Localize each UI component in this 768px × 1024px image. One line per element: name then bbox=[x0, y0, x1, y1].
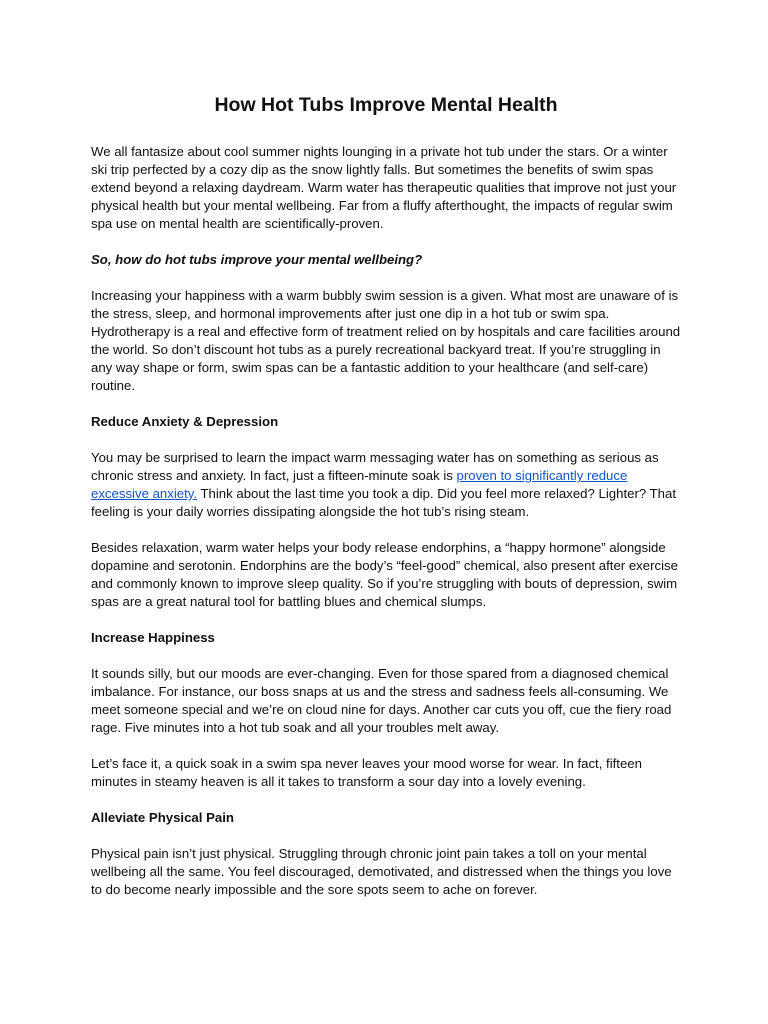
anxiety-paragraph-2: Besides relaxation, warm water helps your body release endorphins, a “happy hormone” alongside dopamine and serotonin. Endorphins are the body’s “feel-good” chemical, also present after exercise and commonly known to improve sleep quality. So if you’re struggling with bouts of depression, swim spas are a great natural tool for battling blues and chemical slumps. bbox=[91, 540, 678, 609]
document-page bbox=[91, 92, 681, 899]
anxiety-p1-text-before: You may be surprised to learn the impact warm messaging water has on something as serious as chronic stress and anxiety. In fact, just a fifteen-minute soak is bbox=[91, 450, 659, 483]
question-subheading: So, how do hot tubs improve your mental wellbeing? bbox=[91, 252, 423, 267]
section-heading-anxiety: Reduce Anxiety & Depression bbox=[91, 414, 279, 429]
section-heading-pain: Alleviate Physical Pain bbox=[91, 810, 234, 825]
anxiety-paragraph-1 bbox=[91, 449, 681, 521]
page-title: How Hot Tubs Improve Mental Health bbox=[214, 94, 558, 116]
pain-paragraph-1: Physical pain isn’t just physical. Struggling through chronic joint pain takes a toll on your mental wellbeing all the same. You feel discouraged, demotivated, and distressed when the things you love to do become nearly impossible and the sore spots seem to ache on forever. bbox=[91, 846, 672, 897]
anxiety-study-link[interactable]: proven to significantly reduce excessive anxiety. bbox=[91, 468, 628, 501]
question-body-paragraph: Increasing your happiness with a warm bubbly swim session is a given. What most are unaware of is the stress, sleep, and hormonal improvements after just one dip in a hot tub or swim spa. Hydrotherapy is a real and effective form of treatment relied on by hospitals and care facilities around the world. So don’t discount hot tubs as a purely recreational backyard treat. If you’re struggling in any way shape or form, swim spas can be a fantastic addition to your healthcare (and self-care) routine. bbox=[91, 288, 681, 393]
section-heading-happiness: Increase Happiness bbox=[91, 630, 215, 645]
intro-paragraph: We all fantasize about cool summer nights lounging in a private hot tub under the stars. Or a winter ski trip perfected by a cozy dip as the snow lightly falls. But sometimes the benefits of swim spas extend beyond a relaxing daydream. Warm water has therapeutic qualities that improve not just your physical health but your mental wellbeing. Far from a fluffy afterthought, the impacts of regular swim spa use on mental health are scientifically-proven. bbox=[91, 144, 677, 231]
anxiety-p1-text-after: Think about the last time you took a dip. Did you feel more relaxed? Lighter? That feeling is your daily worries dissipating alongside the hot tub’s rising steam. bbox=[91, 486, 676, 519]
happiness-paragraph-1: It sounds silly, but our moods are ever-changing. Even for those spared from a diagnosed chemical imbalance. For instance, our boss snaps at us and the stress and sadness feels all-consuming. We meet someone special and we’re on cloud nine for days. Another car cuts you off, cue the fiery road rage. Five minutes into a hot tub soak and all your troubles melt away. bbox=[91, 666, 672, 735]
happiness-paragraph-2: Let’s face it, a quick soak in a swim spa never leaves your mood worse for wear. In fact, fifteen minutes in steamy heaven is all it takes to transform a sour day into a lovely evening. bbox=[91, 756, 642, 789]
